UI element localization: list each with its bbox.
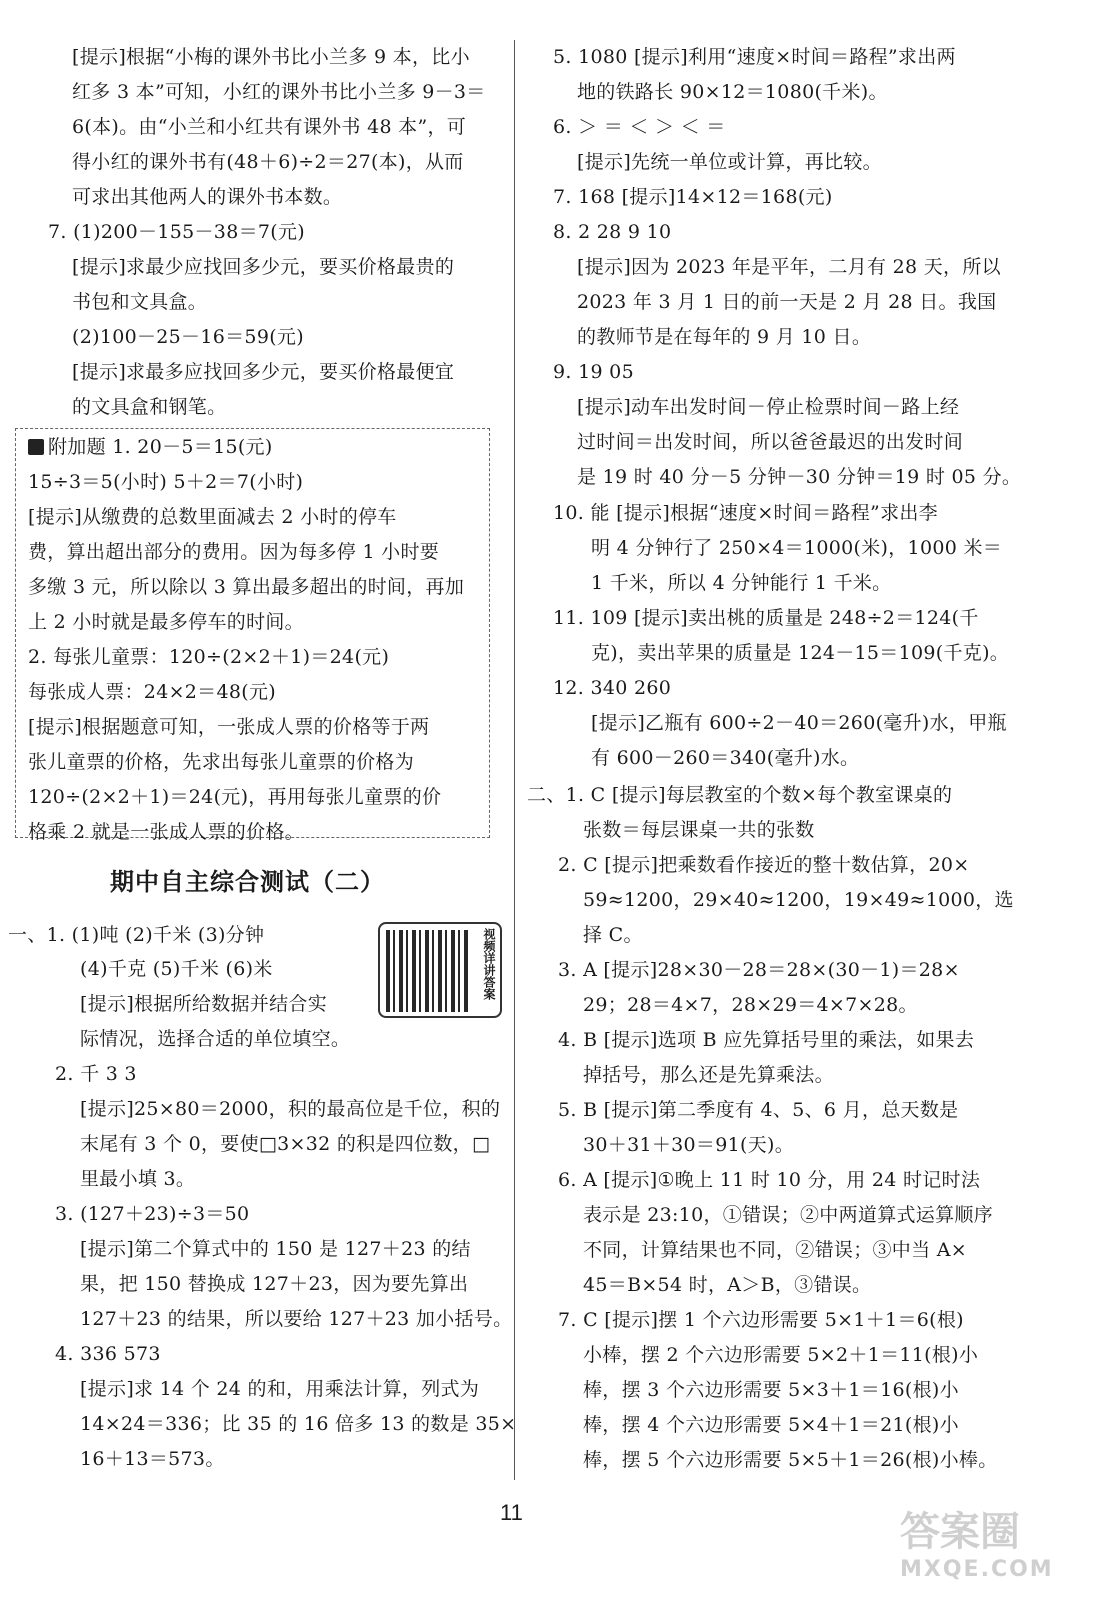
text-line: [提示]先统一单位或计算，再比较。 xyxy=(577,151,882,173)
question-12: 12. 340 260 xyxy=(553,677,672,699)
text-line: [提示]因为 2023 年是平年，二月有 28 天，所以 xyxy=(577,256,1001,278)
text-line: 14×24＝336；比 35 的 16 倍多 13 的数是 35× xyxy=(80,1413,517,1435)
extra-line: 多缴 3 元，所以除以 3 算出最多超出的时间，再加 xyxy=(28,576,465,598)
question-7: 7. 168 [提示]14×12＝168(元) xyxy=(553,186,833,208)
question-3: 3. (127＋23)÷3＝50 xyxy=(55,1203,250,1225)
question-8: 8. 2 28 9 10 xyxy=(553,221,672,243)
question-3: 3. A [提示]28×30－28＝28×(30－1)＝28× xyxy=(558,959,960,981)
book-icon xyxy=(28,439,44,455)
text-line: [提示]第二个算式中的 150 是 127＋23 的结 xyxy=(80,1238,471,1260)
text-line: 不同，计算结果也不同，②错误；③中当 A× xyxy=(583,1239,967,1261)
column-divider xyxy=(514,40,515,1480)
text-line: 的文具盒和钢笔。 xyxy=(72,396,227,418)
text-line: 书包和文具盒。 xyxy=(72,291,208,313)
qr-code-box[interactable] xyxy=(378,922,502,1018)
question-9: 9. 19 05 xyxy=(553,361,634,383)
extra-heading-line xyxy=(28,430,273,464)
extra-line: [提示]从缴费的总数里面减去 2 小时的停车 xyxy=(28,506,397,528)
text-line: 29；28＝4×7，28×29＝4×7×28。 xyxy=(583,994,918,1016)
text-line: 棒，摆 5 个六边形需要 5×5＋1＝26(根)小棒。 xyxy=(583,1449,998,1471)
text-line: [提示]动车出发时间－停止检票时间－路上经 xyxy=(577,396,960,418)
text-line: [提示]求最少应找回多少元，要买价格最贵的 xyxy=(72,256,455,278)
qr-code-icon xyxy=(386,930,468,1012)
question-4: 4. B [提示]选项 B 应先算括号里的乘法，如果去 xyxy=(558,1029,975,1051)
extra-line: 15÷3＝5(小时) 5＋2＝7(小时) xyxy=(28,471,304,493)
question-6: 6. A [提示]①晚上 11 时 10 分，用 24 时记时法 xyxy=(558,1169,981,1191)
text-line: [提示]根据“小梅的课外书比小兰多 9 本，比小 xyxy=(72,46,470,68)
text-line: 果，把 150 替换成 127＋23，因为要先算出 xyxy=(80,1273,469,1295)
question-2: 2. C [提示]把乘数看作接近的整十数估算，20× xyxy=(558,854,970,876)
text-line: 2023 年 3 月 1 日的前一天是 2 月 28 日。我国 xyxy=(577,291,997,313)
extra-line: 费，算出超出部分的费用。因为每多停 1 小时要 xyxy=(28,541,440,563)
text-line: 里最小填 3。 xyxy=(80,1168,196,1190)
section-2-q1: 二、1. C [提示]每层教室的个数×每个教室课桌的 xyxy=(527,784,953,806)
text-line: 30＋31＋30＝91(天)。 xyxy=(583,1134,795,1156)
extra-line: 附加题 1. 20－5＝15(元) xyxy=(48,436,273,458)
text-line: (4)千克 (5)千米 (6)米 xyxy=(80,958,273,980)
question-10: 10. 能 [提示]根据“速度×时间＝路程”求出李 xyxy=(553,502,938,524)
text-line: 127＋23 的结果，所以要给 127＋23 加小括号。 xyxy=(80,1308,513,1330)
question-2: 2. 千 3 3 xyxy=(55,1063,137,1085)
text-line: 6(本)。由“小兰和小红共有课外书 48 本”，可 xyxy=(72,116,467,138)
question-7: 7. (1)200－155－38＝7(元) xyxy=(48,221,306,243)
question-7: 7. C [提示]摆 1 个六边形需要 5×1＋1＝6(根) xyxy=(558,1309,964,1331)
text-line: 棒，摆 3 个六边形需要 5×3＋1＝16(根)小 xyxy=(583,1379,959,1401)
text-line: 可求出其他两人的课外书本数。 xyxy=(72,186,343,208)
extra-line: 格乘 2 就是一张成人票的价格。 xyxy=(28,821,304,843)
text-line: 1 千米，所以 4 分钟能行 1 千米。 xyxy=(591,572,892,594)
section-1-q1: 一、1. (1)吨 (2)千米 (3)分钟 xyxy=(8,924,265,946)
text-line: (2)100－25－16＝59(元) xyxy=(72,326,304,348)
question-5: 5. 1080 [提示]利用“速度×时间＝路程”求出两 xyxy=(553,46,956,68)
extra-line: 2. 每张儿童票：120÷(2×2＋1)＝24(元) xyxy=(28,646,390,668)
text-line: 的教师节是在每年的 9 月 10 日。 xyxy=(577,326,872,348)
text-line: 表示是 23:10，①错误；②中两道算式运算顺序 xyxy=(583,1204,993,1226)
extra-line: 上 2 小时就是最多停车的时间。 xyxy=(28,611,304,633)
text-line: [提示]乙瓶有 600÷2－40＝260(毫升)水，甲瓶 xyxy=(591,712,1007,734)
text-line: 张数＝每层课桌一共的张数 xyxy=(583,819,815,841)
question-11: 11. 109 [提示]卖出桃的质量是 248÷2＝124(千 xyxy=(553,607,979,629)
text-line: [提示]求 14 个 24 的和，用乘法计算，列式为 xyxy=(80,1378,480,1400)
text-line: 45＝B×54 时，A＞B，③错误。 xyxy=(583,1274,872,1296)
text-line: 末尾有 3 个 0，要使□3×32 的积是四位数，□ xyxy=(80,1133,491,1155)
text-line: [提示]根据所给数据并结合实 xyxy=(80,993,328,1015)
question-4: 4. 336 573 xyxy=(55,1343,161,1365)
text-line: 有 600－260＝340(毫升)水。 xyxy=(591,747,860,769)
text-line: 地的铁路长 90×12＝1080(千米)。 xyxy=(577,81,888,103)
watermark-url: MXQE.COM xyxy=(900,1557,1054,1582)
text-line: 59≈1200，29×40≈1200，19×49≈1000，选 xyxy=(583,889,1014,911)
text-line: 明 4 分钟行了 250×4＝1000(米)，1000 米＝ xyxy=(591,537,1003,559)
text-line: 际情况，选择合适的单位填空。 xyxy=(80,1028,351,1050)
text-line: 16＋13＝573。 xyxy=(80,1448,225,1470)
watermark xyxy=(900,1500,1080,1590)
text-line: 棒，摆 4 个六边形需要 5×4＋1＝21(根)小 xyxy=(583,1414,959,1436)
text-line: [提示]25×80＝2000，积的最高位是千位，积的 xyxy=(80,1098,501,1120)
watermark-brand: 答案圈 xyxy=(900,1509,1020,1555)
extra-line: 120÷(2×2＋1)＝24(元)，再用每张儿童票的价 xyxy=(28,786,442,808)
text-line: 得小红的课外书有(48＋6)÷2＝27(本)，从而 xyxy=(72,151,464,173)
text-line: 择 C。 xyxy=(583,924,643,946)
text-line: 掉括号，那么还是先算乘法。 xyxy=(583,1064,834,1086)
qr-label: 视频详讲答案 xyxy=(482,928,496,1000)
section-title: 期中自主综合测试（二） xyxy=(110,869,385,896)
text-line: 克)，卖出苹果的质量是 124－15＝109(千克)。 xyxy=(591,642,1010,664)
text-line: 小棒，摆 2 个六边形需要 5×2＋1＝11(根)小 xyxy=(583,1344,979,1366)
text-line: [提示]求最多应找回多少元，要买价格最便宜 xyxy=(72,361,455,383)
text-line: 红多 3 本”可知，小红的课外书比小兰多 9－3＝ xyxy=(72,81,486,103)
extra-line: 张儿童票的价格，先求出每张儿童票的价格为 xyxy=(28,751,415,773)
page-number: 11 xyxy=(500,1500,523,1525)
extra-line: [提示]根据题意可知，一张成人票的价格等于两 xyxy=(28,716,430,738)
question-5: 5. B [提示]第二季度有 4、5、6 月，总天数是 xyxy=(558,1099,959,1121)
extra-line: 每张成人票：24×2＝48(元) xyxy=(28,681,276,703)
question-6: 6. ＞ ＝ ＜ ＞ ＜ ＝ xyxy=(553,116,726,138)
text-line: 过时间＝出发时间，所以爸爸最迟的出发时间 xyxy=(577,431,964,453)
text-line: 是 19 时 40 分－5 分钟－30 分钟＝19 时 05 分。 xyxy=(577,466,1022,488)
